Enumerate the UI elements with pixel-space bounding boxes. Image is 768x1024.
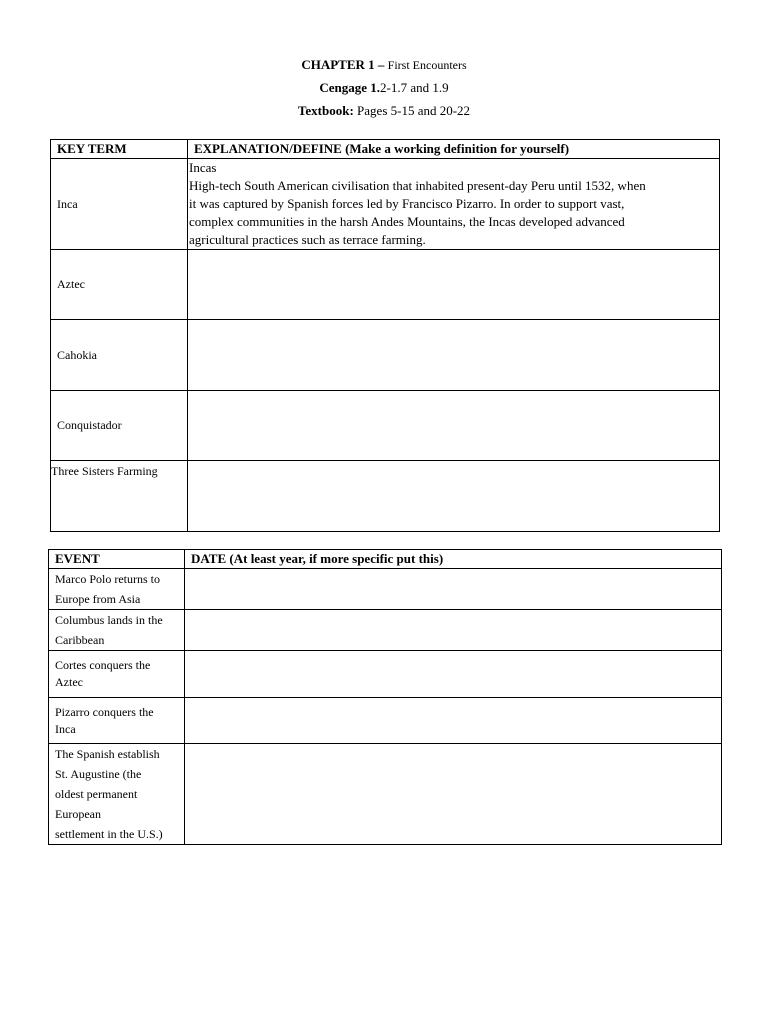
date-cell[interactable] bbox=[185, 698, 722, 744]
term-cell: Inca bbox=[51, 159, 188, 250]
cengage-value: 2-1.7 and 1.9 bbox=[380, 80, 449, 95]
cengage-line bbox=[0, 80, 768, 96]
event-line: Caribbean bbox=[55, 633, 105, 647]
date-cell[interactable] bbox=[185, 610, 722, 651]
event-cell bbox=[49, 651, 185, 698]
event-line: Europe from Asia bbox=[55, 592, 141, 606]
events-header-row bbox=[49, 550, 722, 569]
event-line: St. Augustine (the bbox=[55, 767, 142, 781]
definition-line: Incas bbox=[189, 160, 217, 175]
table-row bbox=[49, 651, 722, 698]
cengage-label: Cengage 1. bbox=[319, 80, 381, 95]
textbook-label: Textbook: bbox=[297, 103, 354, 118]
definition-line: agricultural practices such as terrace farming. bbox=[189, 232, 426, 247]
term-cell: Conquistador bbox=[51, 391, 188, 461]
event-header: EVENT bbox=[49, 550, 185, 569]
event-line: European bbox=[55, 807, 101, 821]
textbook-line bbox=[0, 103, 768, 119]
event-line: settlement in the U.S.) bbox=[55, 827, 163, 841]
definition-cell[interactable] bbox=[188, 461, 720, 532]
event-line: The Spanish establish bbox=[55, 747, 160, 761]
date-cell[interactable] bbox=[185, 569, 722, 610]
table-row bbox=[51, 250, 720, 320]
event-line: oldest permanent bbox=[55, 787, 138, 801]
term-cell: Aztec bbox=[51, 250, 188, 320]
definition-line: High-tech South American civilisation that inhabited present-day Peru until 1532, when bbox=[189, 178, 646, 193]
chapter-separator: – bbox=[374, 57, 388, 72]
definition-cell[interactable] bbox=[188, 159, 720, 250]
table-row bbox=[49, 569, 722, 610]
event-cell bbox=[49, 744, 185, 845]
event-line: Pizarro conquers the bbox=[55, 704, 154, 719]
table-row bbox=[49, 744, 722, 845]
table-row bbox=[49, 698, 722, 744]
table-row bbox=[49, 610, 722, 651]
event-line: Cortes conquers the bbox=[55, 658, 151, 672]
event-line: Columbus lands in the bbox=[55, 613, 163, 627]
definition-cell[interactable] bbox=[188, 320, 720, 391]
date-header: DATE (At least year, if more specific put this) bbox=[185, 550, 722, 569]
table-row bbox=[51, 159, 720, 250]
chapter-title: First Encounters bbox=[387, 58, 467, 72]
event-line: Aztec bbox=[55, 675, 83, 689]
key-terms-header-row bbox=[51, 140, 720, 159]
definition-line: complex communities in the harsh Andes Mountains, the Incas developed advanced bbox=[189, 214, 625, 229]
key-terms-table bbox=[50, 139, 720, 532]
definition-cell[interactable] bbox=[188, 391, 720, 461]
table-row bbox=[51, 391, 720, 461]
table-row bbox=[51, 461, 720, 532]
event-cell bbox=[49, 569, 185, 610]
events-table bbox=[48, 549, 722, 845]
table-row bbox=[51, 320, 720, 391]
date-cell[interactable] bbox=[185, 744, 722, 845]
date-cell[interactable] bbox=[185, 651, 722, 698]
definition-cell[interactable] bbox=[188, 250, 720, 320]
key-term-header: KEY TERM bbox=[51, 140, 188, 159]
event-cell bbox=[49, 698, 185, 744]
chapter-label: CHAPTER 1 bbox=[301, 57, 375, 72]
textbook-value: Pages 5-15 and 20-22 bbox=[353, 103, 471, 118]
event-cell bbox=[49, 610, 185, 651]
event-line: Inca bbox=[55, 721, 76, 736]
definition-line: it was captured by Spanish forces led by Francisco Pizarro. In order to support vast, bbox=[189, 196, 625, 211]
term-cell: Cahokia bbox=[51, 320, 188, 391]
term-cell: Three Sisters Farming bbox=[51, 461, 188, 532]
explanation-header: EXPLANATION/DEFINE (Make a working definition for yourself) bbox=[188, 140, 720, 159]
chapter-heading bbox=[0, 57, 768, 73]
event-line: Marco Polo returns to bbox=[55, 572, 160, 586]
